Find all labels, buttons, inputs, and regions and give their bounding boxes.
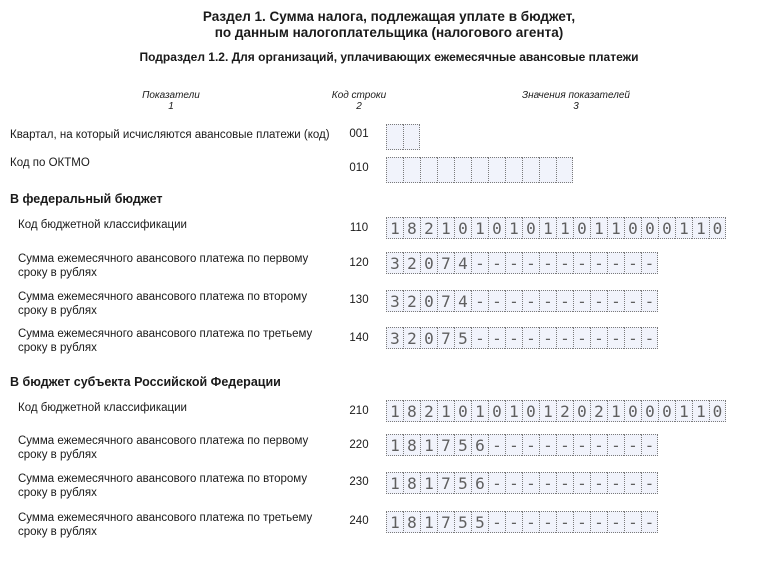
form-cell[interactable]: 2 <box>420 217 437 239</box>
form-cell[interactable]: 0 <box>488 217 505 239</box>
form-title-line1: Раздел 1. Сумма налога, подлежащая уплате в бюджет, <box>202 9 576 24</box>
section-regional: В бюджет субъекта Российской Федерации <box>10 375 281 389</box>
column-header-label: Значения показателей <box>521 90 630 101</box>
form-cell[interactable] <box>403 124 420 150</box>
form-cell[interactable]: - <box>522 327 539 349</box>
form-cell[interactable]: - <box>573 252 590 274</box>
form-cell[interactable]: - <box>505 290 522 312</box>
form-cell[interactable] <box>522 157 539 183</box>
form-cell[interactable]: - <box>505 434 522 456</box>
section-federal: В федеральный бюджет <box>10 192 163 206</box>
row-110-code: 110 <box>349 222 369 234</box>
form-cell[interactable]: 1 <box>692 400 709 422</box>
form-cell[interactable]: - <box>522 472 539 494</box>
form-cell[interactable]: 1 <box>675 217 692 239</box>
form-cell[interactable]: 5 <box>454 434 471 456</box>
form-cell[interactable]: 1 <box>386 472 403 494</box>
form-cell[interactable]: - <box>522 511 539 533</box>
form-cell[interactable]: 1 <box>386 434 403 456</box>
form-cell[interactable]: 7 <box>437 290 454 312</box>
form-cell[interactable]: - <box>556 327 573 349</box>
form-cell[interactable]: - <box>505 511 522 533</box>
form-cell[interactable]: - <box>488 252 505 274</box>
form-cell[interactable]: 8 <box>403 434 420 456</box>
form-cell[interactable]: 0 <box>658 217 675 239</box>
form-cell[interactable]: 7 <box>437 327 454 349</box>
row-230-code: 230 <box>349 476 369 488</box>
form-cell[interactable]: 0 <box>420 327 437 349</box>
form-cell[interactable]: 4 <box>454 290 471 312</box>
form-cell[interactable]: 2 <box>403 252 420 274</box>
form-cell[interactable]: 1 <box>505 400 522 422</box>
form-cell[interactable]: - <box>590 511 607 533</box>
form-cell[interactable]: 0 <box>454 217 471 239</box>
form-cell[interactable]: 0 <box>624 217 641 239</box>
row-130-label-line2: сроку в рублях <box>18 305 97 317</box>
form-cell[interactable]: - <box>539 290 556 312</box>
form-cell[interactable]: - <box>556 472 573 494</box>
form-cell[interactable]: - <box>505 472 522 494</box>
row-110-cells[interactable] <box>386 217 726 239</box>
form-cell[interactable]: - <box>488 327 505 349</box>
form-cell[interactable]: - <box>505 327 522 349</box>
form-cell[interactable]: 1 <box>437 400 454 422</box>
row-130-cells[interactable] <box>386 290 658 312</box>
row-240-label <box>18 511 312 539</box>
form-cell[interactable]: 1 <box>471 217 488 239</box>
form-cell[interactable]: - <box>471 252 488 274</box>
form-cell[interactable]: - <box>556 252 573 274</box>
form-cell[interactable]: 0 <box>624 400 641 422</box>
form-cell[interactable]: 5 <box>454 327 471 349</box>
form-cell[interactable]: 2 <box>403 327 420 349</box>
form-cell[interactable]: 1 <box>420 511 437 533</box>
form-cell[interactable]: - <box>539 327 556 349</box>
form-cell[interactable]: 0 <box>522 217 539 239</box>
form-cell[interactable]: 8 <box>403 400 420 422</box>
form-cell[interactable]: 1 <box>692 217 709 239</box>
form-cell[interactable]: 0 <box>573 217 590 239</box>
row-010-code: 010 <box>349 162 369 174</box>
column-header-number: 3 <box>573 101 579 112</box>
form-cell[interactable]: - <box>488 511 505 533</box>
form-cell[interactable]: 1 <box>556 217 573 239</box>
form-cell[interactable]: 1 <box>675 400 692 422</box>
form-cell[interactable] <box>454 157 471 183</box>
form-cell[interactable]: 7 <box>437 472 454 494</box>
form-cell[interactable]: - <box>624 290 641 312</box>
row-140-label-line1: Сумма ежемесячного авансового платежа по третьему <box>18 328 313 340</box>
form-cell[interactable]: - <box>624 434 641 456</box>
form-cell[interactable]: 1 <box>607 400 624 422</box>
form-cell[interactable]: - <box>539 434 556 456</box>
form-cell[interactable]: 6 <box>471 472 488 494</box>
form-cell[interactable]: 4 <box>454 252 471 274</box>
row-120-label-line1: Сумма ежемесячного авансового платежа по первому <box>18 253 309 265</box>
form-cell[interactable]: - <box>607 434 624 456</box>
row-220-label <box>18 434 308 462</box>
form-cell[interactable]: - <box>641 327 658 349</box>
row-220-label-line2: сроку в рублях <box>18 449 97 461</box>
row-210-code: 210 <box>349 405 369 417</box>
row-001-cells[interactable] <box>386 124 420 146</box>
form-cell[interactable] <box>488 157 505 183</box>
row-220-label-line1: Сумма ежемесячного авансового платежа по первому <box>18 435 309 447</box>
form-cell[interactable]: - <box>522 434 539 456</box>
form-cell[interactable]: - <box>624 472 641 494</box>
form-cell[interactable]: 5 <box>454 511 471 533</box>
form-cell[interactable]: - <box>607 472 624 494</box>
column-header-values <box>516 90 636 112</box>
form-cell[interactable]: - <box>573 327 590 349</box>
row-010-cells[interactable] <box>386 157 573 179</box>
row-230-label-line1: Сумма ежемесячного авансового платежа по второму <box>18 473 308 485</box>
form-cell[interactable]: 0 <box>641 217 658 239</box>
form-subtitle: Подраздел 1.2. Для организаций, уплачивающих ежемесячные авансовые платежи <box>139 50 639 64</box>
form-cell[interactable]: - <box>590 252 607 274</box>
form-cell[interactable]: - <box>505 252 522 274</box>
form-cell[interactable]: - <box>573 434 590 456</box>
form-cell[interactable]: - <box>607 290 624 312</box>
form-cell[interactable]: - <box>488 434 505 456</box>
form-cell[interactable]: - <box>590 434 607 456</box>
form-cell[interactable]: 0 <box>709 217 726 239</box>
row-140-label <box>18 327 312 355</box>
row-140-code: 140 <box>349 332 369 344</box>
column-header-indicators <box>111 90 231 112</box>
row-120-code: 120 <box>349 257 369 269</box>
form-cell[interactable]: 1 <box>420 434 437 456</box>
column-header-label: Код строки <box>331 90 387 101</box>
form-cell[interactable]: - <box>556 511 573 533</box>
form-cell[interactable]: 6 <box>471 434 488 456</box>
form-cell[interactable]: 1 <box>607 217 624 239</box>
row-240-label-line2: сроку в рублях <box>18 526 97 538</box>
form-cell[interactable] <box>437 157 454 183</box>
form-cell[interactable]: - <box>590 290 607 312</box>
form-cell[interactable]: 7 <box>437 434 454 456</box>
form-cell[interactable]: 1 <box>420 472 437 494</box>
form-cell[interactable]: - <box>573 290 590 312</box>
form-cell[interactable]: 2 <box>556 400 573 422</box>
row-130-label-line1: Сумма ежемесячного авансового платежа по второму <box>18 291 308 303</box>
row-220-code: 220 <box>349 439 369 451</box>
column-header-number: 2 <box>356 101 362 112</box>
form-cell[interactable]: 7 <box>437 511 454 533</box>
form-cell[interactable]: - <box>488 290 505 312</box>
form-cell[interactable]: 1 <box>471 400 488 422</box>
form-cell[interactable]: 1 <box>386 217 403 239</box>
form-cell[interactable]: 0 <box>454 400 471 422</box>
row-120-label <box>18 252 308 280</box>
row-130-label <box>18 290 307 318</box>
row-001-code: 001 <box>349 128 369 140</box>
form-cell[interactable]: - <box>522 290 539 312</box>
form-cell[interactable]: - <box>471 327 488 349</box>
row-140-label-line2: сроку в рублях <box>18 342 97 354</box>
form-cell[interactable]: 3 <box>386 290 403 312</box>
form-cell[interactable]: 2 <box>420 400 437 422</box>
form-cell[interactable]: - <box>624 511 641 533</box>
row-240-code: 240 <box>349 515 369 527</box>
form-cell[interactable] <box>556 157 573 183</box>
form-cell[interactable]: 0 <box>420 252 437 274</box>
form-cell[interactable]: 8 <box>403 472 420 494</box>
form-cell[interactable]: 8 <box>403 217 420 239</box>
form-cell[interactable]: 1 <box>505 217 522 239</box>
row-220-cells[interactable] <box>386 434 658 456</box>
form-cell[interactable] <box>386 124 403 150</box>
form-cell[interactable]: - <box>539 511 556 533</box>
row-240-label-line1: Сумма ежемесячного авансового платежа по третьему <box>18 512 313 524</box>
row-230-cells[interactable] <box>386 472 658 494</box>
form-cell[interactable]: - <box>624 252 641 274</box>
form-cell[interactable]: - <box>607 327 624 349</box>
row-240-cells[interactable] <box>386 511 658 533</box>
form-cell[interactable]: 0 <box>658 400 675 422</box>
row-120-cells[interactable] <box>386 252 658 274</box>
form-cell[interactable]: - <box>573 472 590 494</box>
form-cell[interactable]: 0 <box>641 400 658 422</box>
form-cell[interactable]: - <box>590 327 607 349</box>
row-210-cells[interactable] <box>386 400 726 422</box>
form-cell[interactable]: - <box>539 252 556 274</box>
form-cell[interactable] <box>471 157 488 183</box>
form-cell[interactable]: - <box>522 252 539 274</box>
form-cell[interactable]: - <box>641 472 658 494</box>
form-cell[interactable]: - <box>607 252 624 274</box>
form-cell[interactable] <box>403 157 420 183</box>
form-cell[interactable]: - <box>573 511 590 533</box>
row-210-label: Код бюджетной классификации <box>18 402 187 414</box>
form-cell[interactable]: - <box>641 511 658 533</box>
form-cell[interactable]: - <box>624 327 641 349</box>
form-cell[interactable]: 1 <box>539 217 556 239</box>
form-cell[interactable]: 5 <box>454 472 471 494</box>
column-header-label: Показатели <box>142 90 200 101</box>
form-cell[interactable]: - <box>590 472 607 494</box>
row-010-label: Код по ОКТМО <box>10 157 90 169</box>
form-cell[interactable]: - <box>641 252 658 274</box>
form-cell[interactable]: 0 <box>488 400 505 422</box>
form-cell[interactable] <box>505 157 522 183</box>
form-cell[interactable]: 8 <box>403 511 420 533</box>
form-cell[interactable]: 7 <box>437 252 454 274</box>
form-cell[interactable]: - <box>488 472 505 494</box>
form-cell[interactable]: - <box>539 472 556 494</box>
row-140-cells[interactable] <box>386 327 658 349</box>
form-cell[interactable]: - <box>641 290 658 312</box>
form-cell[interactable]: 0 <box>709 400 726 422</box>
row-110-label: Код бюджетной классификации <box>18 219 187 231</box>
form-cell[interactable]: - <box>607 511 624 533</box>
form-cell[interactable]: - <box>556 434 573 456</box>
form-cell[interactable]: 0 <box>522 400 539 422</box>
column-header-line-code <box>299 90 419 112</box>
row-001-label: Квартал, на который исчисляются авансовые платежи (код) <box>10 129 330 141</box>
form-cell[interactable] <box>386 157 403 183</box>
form-cell[interactable] <box>420 157 437 183</box>
form-cell[interactable]: 2 <box>590 400 607 422</box>
form-cell[interactable] <box>539 157 556 183</box>
form-cell[interactable]: 5 <box>471 511 488 533</box>
row-130-code: 130 <box>349 294 369 306</box>
form-cell[interactable]: 1 <box>386 511 403 533</box>
form-cell[interactable]: 3 <box>386 252 403 274</box>
form-cell[interactable]: - <box>471 290 488 312</box>
form-cell[interactable]: 1 <box>539 400 556 422</box>
form-cell[interactable]: - <box>556 290 573 312</box>
row-230-label-line2: сроку в рублях <box>18 487 97 499</box>
form-cell[interactable]: - <box>641 434 658 456</box>
form-cell[interactable]: 0 <box>573 400 590 422</box>
form-cell[interactable]: 3 <box>386 327 403 349</box>
form-cell[interactable]: 2 <box>403 290 420 312</box>
form-cell[interactable]: 0 <box>420 290 437 312</box>
form-title-line2: по данным налогоплательщика (налогового агента) <box>214 25 564 40</box>
form-cell[interactable]: 1 <box>437 217 454 239</box>
form-cell[interactable]: 1 <box>386 400 403 422</box>
form-cell[interactable]: 1 <box>590 217 607 239</box>
row-230-label <box>18 472 307 500</box>
column-header-number: 1 <box>168 101 174 112</box>
row-120-label-line2: сроку в рублях <box>18 267 97 279</box>
